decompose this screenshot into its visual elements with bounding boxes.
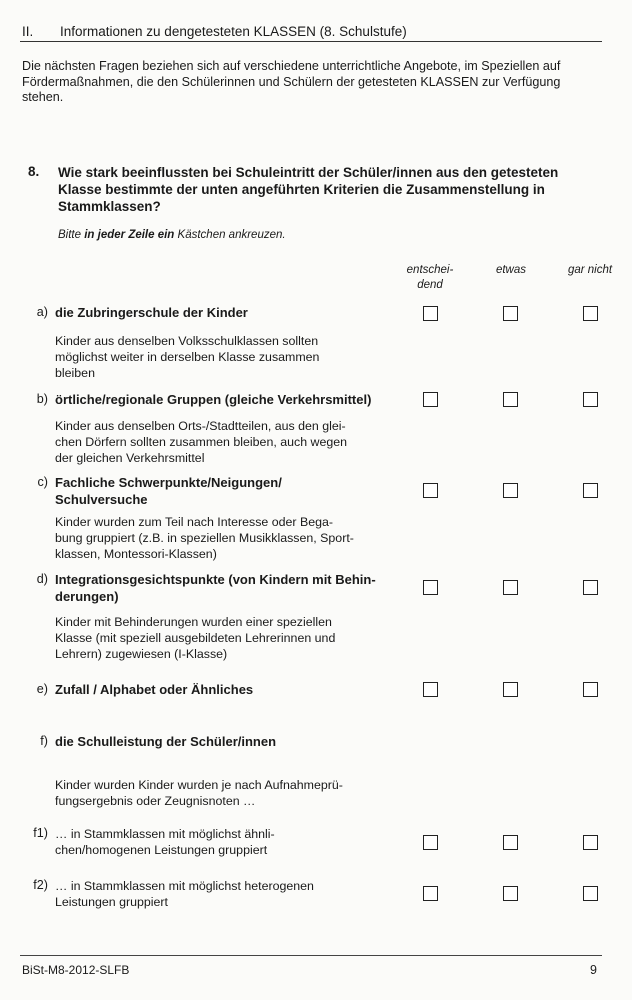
item-c-desc-line: klassen, Montessori-Klassen) (55, 547, 217, 561)
checkbox-d-entscheidend[interactable] (423, 580, 438, 595)
item-f2-line: Leistungen gruppiert (55, 895, 168, 909)
column-header-gar-nicht: gar nicht (567, 264, 613, 276)
item-f2-text (55, 878, 360, 910)
item-c-title-line: Schulversuche (55, 491, 148, 507)
checkbox-b-entscheidend[interactable] (423, 392, 438, 407)
checkbox-f2-gar-nicht[interactable] (583, 886, 598, 901)
item-b-letter: b) (36, 392, 48, 406)
checkbox-d-gar-nicht[interactable] (583, 580, 598, 595)
item-c-title-line: Fachliche Schwerpunkte/Neigungen/ (55, 475, 282, 490)
item-d-title (55, 572, 385, 605)
footer-page-number: 9 (590, 963, 597, 977)
question-number: 8. (28, 164, 40, 179)
section-number: II. (22, 24, 34, 39)
item-c-desc-line: Kinder wurden zum Teil nach Interesse oder Bega- (55, 515, 334, 529)
checkbox-c-entscheidend[interactable] (423, 483, 438, 498)
item-a-desc-line: möglichst weiter in derselben Klasse zusammen (55, 350, 320, 364)
item-f1-letter: f1) (33, 826, 48, 840)
item-a-desc-line: Kinder aus denselben Volksschulklassen sollten (55, 334, 319, 348)
checkbox-a-gar-nicht[interactable] (583, 306, 598, 321)
item-d-desc-line: Lehrern) zugewiesen (I-Klasse) (55, 647, 228, 661)
item-d-desc-line: Kinder mit Behinderungen wurden einer speziellen (55, 615, 332, 629)
instruction-bold: in jeder Zeile ein (84, 229, 175, 241)
checkbox-c-etwas[interactable] (503, 483, 518, 498)
checkbox-a-etwas[interactable] (503, 306, 518, 321)
item-f1-text (55, 826, 360, 858)
intro-paragraph: Die nächsten Fragen beziehen sich auf verschiedene unterrichtliche Angebote, im Speziellen auf Fördermaßnahmen, die den Schülerinnen und Schülern der getesteten KLASSEN zur Verfügung stehen. (22, 59, 561, 104)
checkbox-f1-entscheidend[interactable] (423, 835, 438, 850)
checkbox-d-etwas[interactable] (503, 580, 518, 595)
checkbox-b-etwas[interactable] (503, 392, 518, 407)
item-e-letter: e) (36, 682, 48, 696)
item-f1-line: chen/homogenen Leistungen gruppiert (55, 843, 268, 857)
checkbox-f2-entscheidend[interactable] (423, 886, 438, 901)
item-b-title: örtliche/regionale Gruppen (gleiche Verkehrsmittel) (55, 392, 372, 407)
item-c-desc-line: bung gruppiert (z.B. in speziellen Musikklassen, Sport- (55, 531, 354, 545)
checkbox-a-entscheidend[interactable] (423, 306, 438, 321)
footer-rule (20, 955, 602, 956)
checkbox-f1-gar-nicht[interactable] (583, 835, 598, 850)
item-c-description (55, 514, 360, 562)
item-c-title (55, 475, 385, 508)
item-f-letter: f) (40, 734, 48, 748)
item-f-description (55, 777, 360, 809)
column-header-etwas: etwas (495, 264, 527, 276)
checkbox-f2-etwas[interactable] (503, 886, 518, 901)
column-header-entscheidend-line1: entschei- (406, 264, 454, 276)
item-c-letter: c) (37, 475, 48, 489)
checkbox-c-gar-nicht[interactable] (583, 483, 598, 498)
item-b-desc-line: der gleichen Verkehrsmittel (55, 451, 205, 465)
column-header-entscheidend-line2: dend (417, 279, 443, 291)
item-f2-line: … in Stammklassen mit möglichst heterogenen (55, 879, 314, 893)
item-d-title-line: Integrationsgesichtspunkte (von Kindern mit Behin- (55, 572, 376, 587)
question-text: Wie stark beeinflussten bei Schuleintritt der Schüler/innen aus den getesteten Klasse bestimmte der unten angeführten Kriterien die Zusammenstellung in Stammklassen? (58, 165, 559, 214)
item-d-description (55, 614, 360, 662)
column-header-entscheidend (398, 263, 462, 293)
footer-document-code: BiSt-M8-2012-SLFB (22, 963, 130, 977)
item-d-desc-line: Klasse (mit speziell ausgebildeten Lehrerinnen und (55, 631, 336, 645)
checkbox-e-entscheidend[interactable] (423, 682, 438, 697)
checkbox-b-gar-nicht[interactable] (583, 392, 598, 407)
instruction-pre: Bitte (58, 229, 85, 241)
section-title: Informationen zu dengetesteten KLASSEN (8. Schulstufe) (60, 24, 407, 39)
item-e-title: Zufall / Alphabet oder Ähnliches (55, 682, 254, 697)
checkbox-e-etwas[interactable] (503, 682, 518, 697)
item-a-description (55, 333, 360, 381)
item-f-title: die Schulleistung der Schüler/innen (55, 734, 277, 749)
item-b-desc-line: Kinder aus denselben Orts-/Stadtteilen, aus den glei- (55, 419, 346, 433)
item-a-letter: a) (36, 305, 48, 319)
header-rule (20, 41, 602, 42)
item-f2-letter: f2) (33, 878, 48, 892)
item-f-desc-line: Kinder wurden Kinder wurden je nach Aufnahmeprü- (55, 778, 343, 792)
checkbox-e-gar-nicht[interactable] (583, 682, 598, 697)
item-f1-line: … in Stammklassen mit möglichst ähnli- (55, 827, 275, 841)
item-a-desc-line: bleiben (55, 366, 95, 380)
item-b-description (55, 418, 360, 466)
item-d-letter: d) (36, 572, 48, 586)
item-b-desc-line: chen Dörfern sollten zusammen bleiben, auch wegen (55, 435, 348, 449)
section-heading (22, 24, 407, 39)
instruction-post: Kästchen ankreuzen. (174, 229, 286, 241)
checkbox-f1-etwas[interactable] (503, 835, 518, 850)
instruction (58, 229, 286, 241)
item-a-title: die Zubringerschule der Kinder (55, 305, 248, 320)
item-f-desc-line: fungsergebnis oder Zeugnisnoten … (55, 794, 256, 808)
item-d-title-line: derungen) (55, 588, 119, 604)
